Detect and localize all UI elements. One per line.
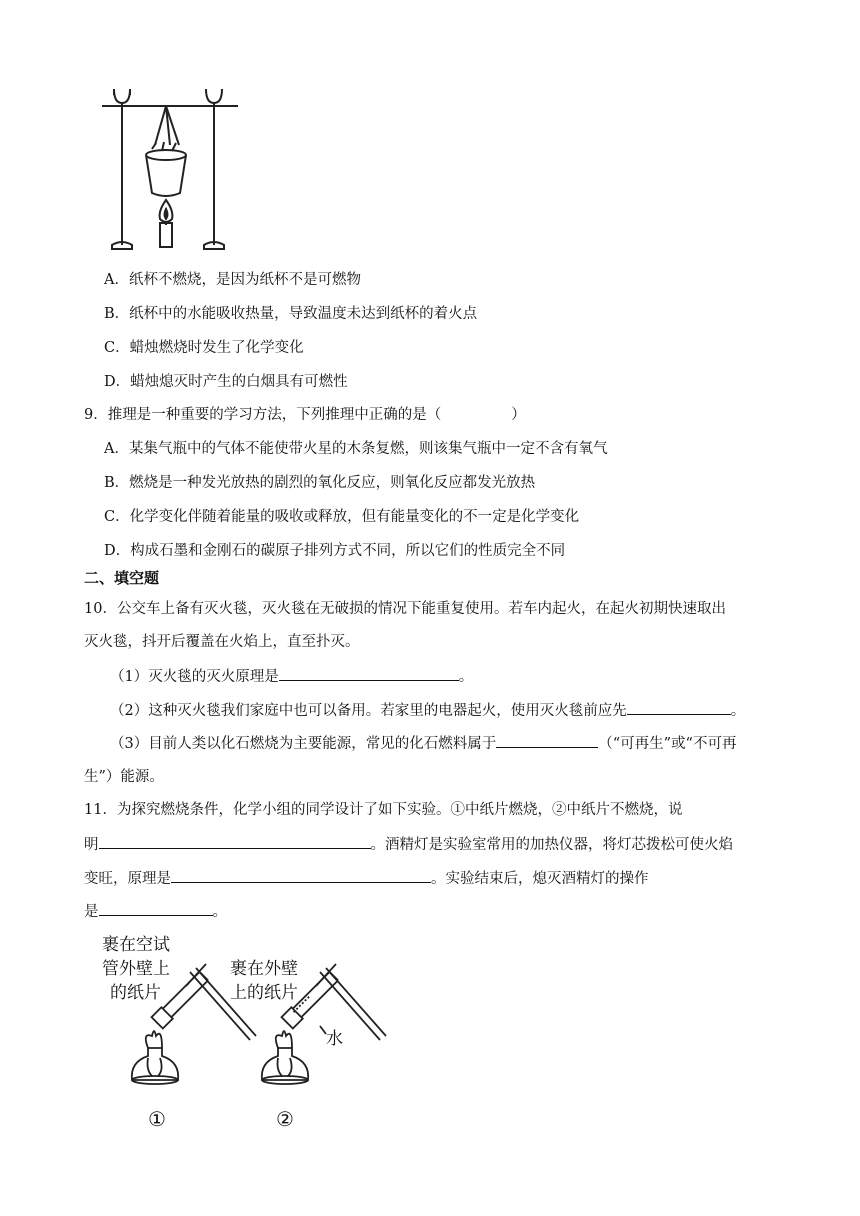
q11-line1: 11．为探究燃烧条件，化学小组的同学设计了如下实验。①中纸片燃烧，②中纸片不燃烧，说	[84, 802, 683, 818]
q11-line2-text: 明	[84, 837, 99, 853]
q11-blank-1[interactable]	[99, 834, 371, 849]
q10-sub3-blank[interactable]	[496, 733, 598, 748]
q8-option-a: A．纸杯不燃烧，是因为纸杯不是可燃物	[104, 272, 361, 288]
q11-line2-rest: 。酒精灯是实验室常用的加热仪器，将灯芯拨松可使火焰	[370, 837, 733, 853]
q10-sub2	[110, 700, 745, 721]
q10-sub3-text: （3）目前人类以化石燃烧为主要能源，常见的化石燃料属于	[110, 736, 497, 752]
q10-sub2-end: 。	[730, 703, 746, 719]
section-heading: 二、填空题	[84, 569, 160, 587]
alcohol-lamp-experiment-figure	[90, 930, 400, 1140]
q11-line3-rest: 。实验结束后，熄灭酒精灯的操作	[431, 871, 649, 887]
label2-line2: 上的纸片	[230, 983, 298, 1003]
q9-option-d: D．构成石墨和金刚石的碳原子排列方式不同，所以它们的性质完全不同	[104, 543, 566, 559]
q10-sub3-note: （“可再生”或“不可再	[598, 736, 737, 752]
q10-sub1-end: 。	[458, 669, 474, 685]
q11-line3	[84, 868, 649, 889]
paper-cup-candle-figure	[100, 85, 250, 260]
q9-stem	[84, 405, 526, 425]
q10-stem-line1: 10．公交车上备有灭火毯，灭火毯在无破损的情况下能重复使用。若车内起火，在起火初期快速取出	[84, 601, 726, 617]
q8-option-b: B．纸杯中的水能吸收热量，导致温度未达到纸杯的着火点	[104, 306, 478, 322]
q11-line4-end: 。	[212, 904, 227, 920]
q9-stem-text: 9．推理是一种重要的学习方法，下列推理中正确的是（	[84, 407, 442, 423]
q10-sub3-continued: 生”）能源。	[84, 769, 164, 785]
label2-line1: 裹在外壁	[230, 959, 298, 979]
q9-stem-close: ）	[511, 407, 526, 423]
q11-line4-text: 是	[84, 904, 99, 920]
q10-sub3	[110, 733, 736, 754]
num-2: ②	[276, 1107, 294, 1131]
q9-option-c: C．化学变化伴随着能量的吸收或释放，但有能量变化的不一定是化学变化	[104, 509, 580, 525]
q10-sub1	[110, 666, 473, 687]
water-label: 水	[326, 1029, 343, 1049]
q11-line2	[84, 834, 733, 855]
q10-sub1-blank[interactable]	[279, 666, 459, 681]
q10-sub1-text: （1）灭火毯的灭火原理是	[110, 669, 279, 685]
q10-sub2-blank[interactable]	[627, 700, 731, 715]
q9-option-b: B．燃烧是一种发光放热的剧烈的氧化反应，则氧化反应都发光放热	[104, 475, 536, 491]
q10-sub2-text: （2）这种灭火毯我们家庭中也可以备用。若家里的电器起火，使用灭火毯前应先	[110, 703, 627, 719]
q11-blank-3[interactable]	[99, 901, 213, 916]
q11-line3-text: 变旺，原理是	[84, 871, 171, 887]
label1-line2: 管外壁上	[102, 959, 170, 979]
q10-stem-line2: 灭火毯，抖开后覆盖在火焰上，直至扑灭。	[84, 634, 360, 650]
q9-option-a: A．某集气瓶中的气体不能使带火星的木条复燃，则该集气瓶中一定不含有氧气	[104, 441, 608, 457]
q8-option-c: C．蜡烛燃烧时发生了化学变化	[104, 340, 304, 356]
q11-line4	[84, 901, 227, 922]
q11-blank-2[interactable]	[171, 868, 431, 883]
num-1: ①	[148, 1107, 166, 1131]
label1-line3: 的纸片	[110, 983, 161, 1003]
label1-line1: 裹在空试	[102, 935, 170, 955]
q8-option-d: D．蜡烛熄灭时产生的白烟具有可燃性	[104, 374, 348, 390]
